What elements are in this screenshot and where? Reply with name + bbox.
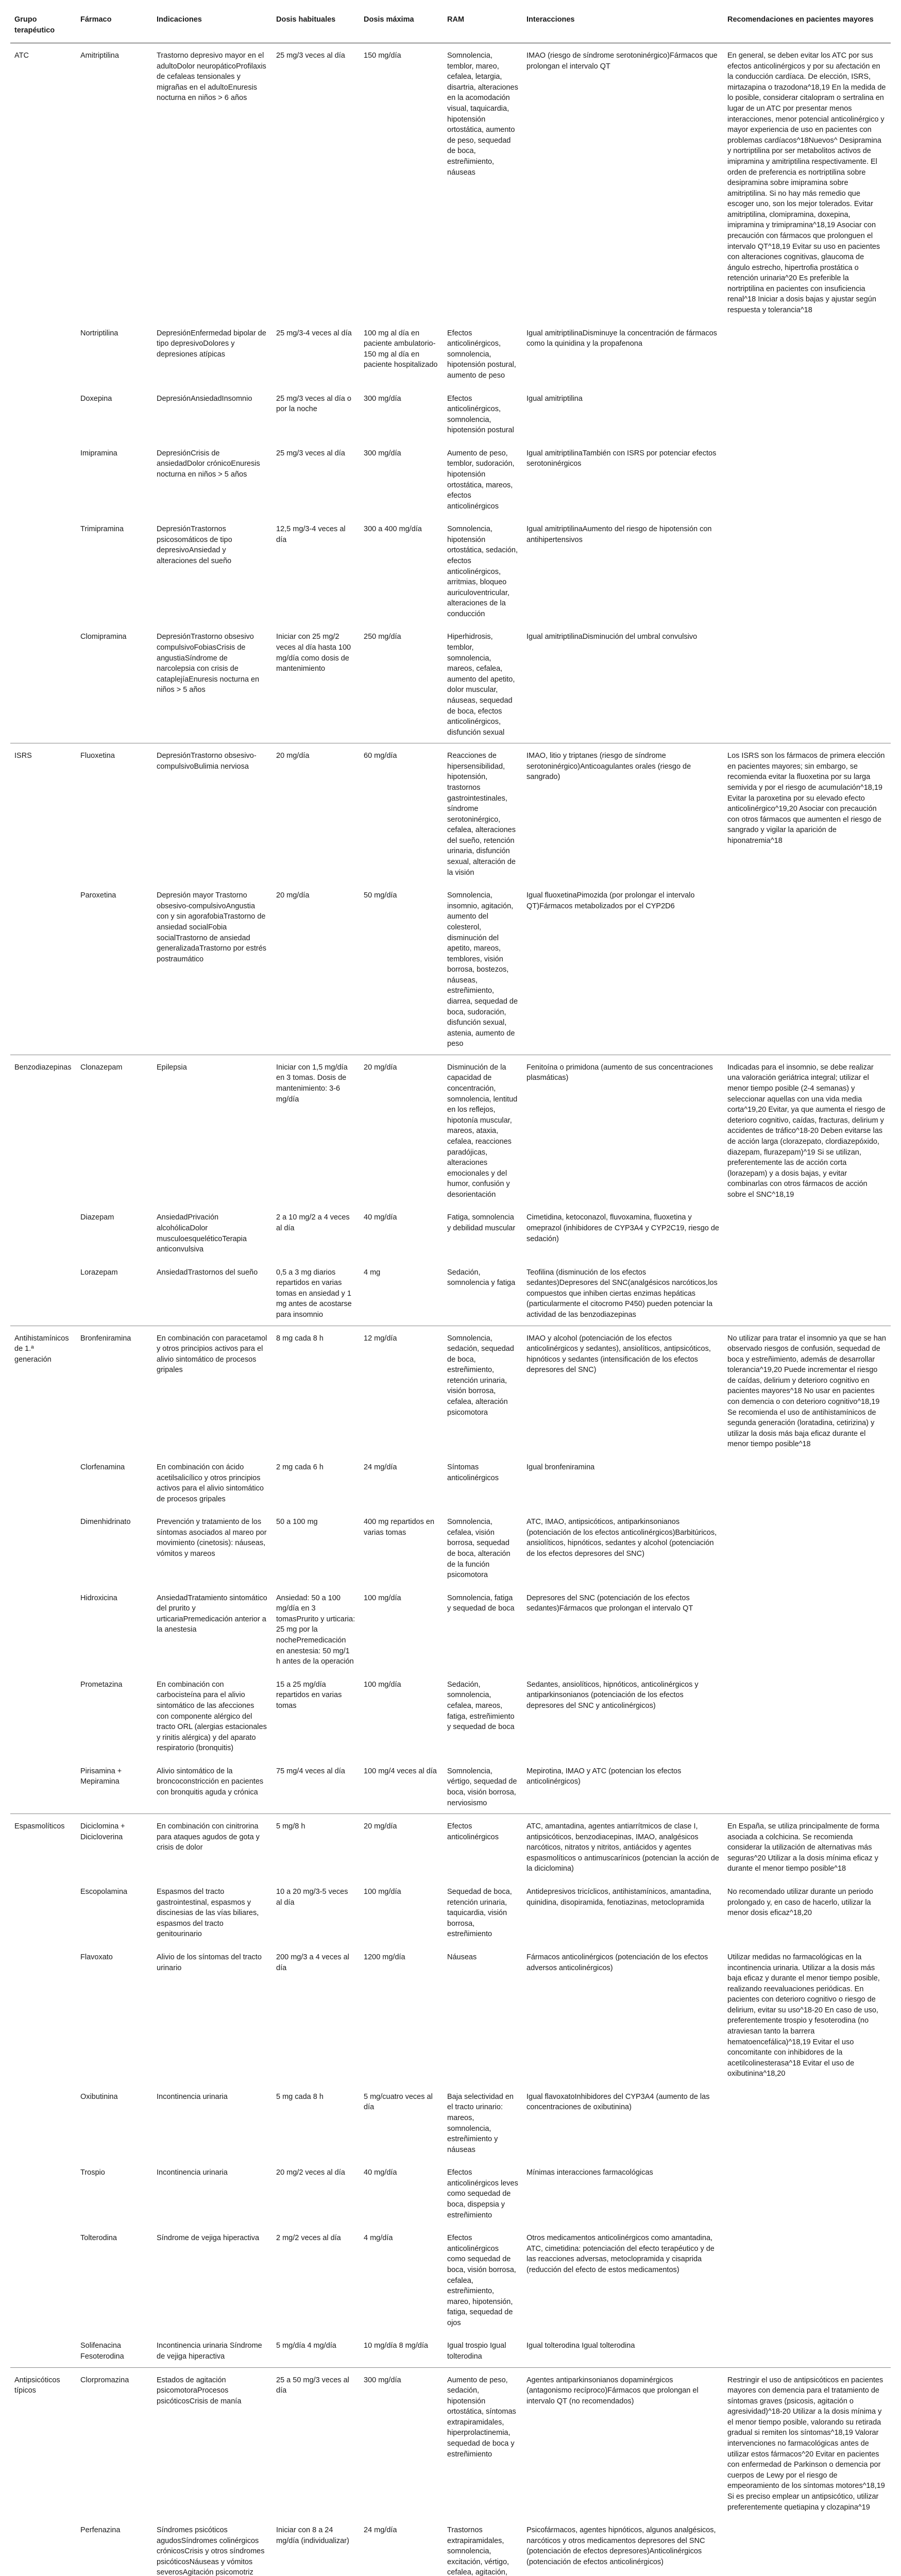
cell-indications: DepresiónAnsiedadInsomnio [157, 394, 252, 403]
cell-drug: Solifenacina Fesoterodina [80, 2342, 124, 2361]
cell-recommendations [723, 1510, 891, 1585]
cell-max-dose: 100 mg/día [364, 1680, 401, 1689]
cell-interactions: Mepirotina, IMAO y ATC (potencian los efectos anticolinérgicos) [526, 1767, 682, 1786]
cell-usual-dose: 0,5 a 3 mg diarios repartidos en varias tomas en ansiedad y 1 mg antes de acostarse para insomnio [276, 1268, 352, 1319]
cell-interactions: Igual amitriptilinaAumento del riesgo de hipotensión con antihipertensivos [526, 525, 712, 544]
cell-indications: AnsiedadTratamiento sintomático del prurito y urticariaPremedicación anterior a la anestesia [157, 1594, 267, 1634]
cell-recommendations: Los ISRS son los fármacos de primera elección en pacientes mayores; sin embargo, se recomienda evitar la fluoxetina por su larga semivida y por el riesgo de acumulación^18,19 Evitar la paroxetina por su elevado efecto anticolinérgico^19,20 Asociar con precaución con otros fármacos que aumenten el riesgo de sangrado y vigilar la aparición de hiponatremia^18 [723, 743, 891, 883]
cell-therapeutic-group: ATC [14, 52, 29, 60]
cell-usual-dose: 20 mg/día [276, 891, 310, 900]
table-row [10, 1586, 891, 1672]
cell-max-dose: 5 mg/cuatro veces al día [364, 2092, 433, 2112]
cell-indications: Alivio sintomático de la broncoconstricción en pacientes con bronquitis aguda y crónica [157, 1767, 264, 1797]
cell-therapeutic-group [10, 1879, 76, 1945]
cell-interactions: Igual amitriptilinaTambién con ISRS por potenciar efectos serotoninérgicos [526, 449, 717, 468]
cell-drug: Doxepina [80, 394, 112, 403]
cell-interactions: Igual bronfeniramina [526, 1463, 595, 1471]
cell-interactions: Igual tolterodina Igual tolterodina [526, 2342, 635, 2350]
cell-therapeutic-group [10, 2226, 76, 2333]
cell-recommendations [723, 441, 891, 517]
cell-interactions: ATC, IMAO, antipsicóticos, antiparkinsonianos (potenciación de los efectos anticolinérgicos)Barbitúricos, ansiolíticos, hipnóticos, sedantes y alcohol (potenciación de los efectos depresores del SNC) [526, 1518, 717, 1558]
cell-drug: Pirisamina + Mepiramina [80, 1767, 122, 1786]
cell-adverse-reactions: Somnolencia, cefalea, visión borrosa, sequedad de boca, alteración de la función psicomotora [447, 1518, 511, 1580]
cell-interactions: Teofilina (disminución de los efectos sedantes)Depresores del SNC(analgésicos narcóticos,los compuestos que inhiben ciertas enzimas hepáticas (particularmente el citocromo P450) pueden potenciar la actividad de las benzodiazepinas [526, 1268, 718, 1319]
cell-drug: Clomipramina [80, 633, 127, 641]
cell-indications: Alivio de los síntomas del tracto urinario [157, 1953, 262, 1972]
table-row [10, 1055, 891, 1205]
cell-drug: Trospio [80, 2168, 105, 2177]
cell-therapeutic-group [10, 441, 76, 517]
table-row [10, 1260, 891, 1326]
table-row [10, 1455, 891, 1510]
cell-therapeutic-group [10, 1759, 76, 1814]
cell-indications: DepresiónTrastorno obsesivo compulsivoFobiasCrisis de angustiaSíndrome de narcolepsia con crisis de cataplejíaEnuresis nocturna en niños > 5 años [157, 633, 260, 694]
cell-adverse-reactions: Efectos anticolinérgicos, somnolencia, hipotensión postural, aumento de peso [447, 329, 516, 380]
table-row [10, 321, 891, 386]
cell-therapeutic-group: Antihistamínicos de 1.ª generación [10, 1326, 76, 1455]
cell-therapeutic-group [10, 1205, 76, 1260]
cell-usual-dose: Iniciar con 25 mg/2 veces al día hasta 100 mg/día como dosis de mantenimiento [276, 633, 351, 673]
cell-drug: Diciclomina + Dicicloverina [76, 1814, 152, 1879]
cell-adverse-reactions: Sedación, somnolencia y fatiga [447, 1268, 516, 1287]
cell-max-dose: 150 mg/día [364, 52, 401, 60]
table-row [10, 43, 891, 321]
cell-recommendations [723, 2518, 891, 2576]
cell-max-dose: 10 mg/día 8 mg/día [364, 2342, 428, 2350]
table-row [10, 2518, 891, 2576]
cell-interactions: Antidepresivos tricíclicos, antihistamínicos, amantadina, quinidina, disopiramida, fenotiazinas, metoclopramida [526, 1888, 711, 1907]
cell-max-dose: 100 mg/día [364, 1888, 401, 1896]
cell-therapeutic-group [10, 2160, 76, 2226]
cell-adverse-reactions: Hiperhidrosis, temblor, somnolencia, mareos, cefalea, aumento del apetito, dolor muscular, náuseas, sequedad de boca, efectos anticolinérgicos, disfunción sexual [447, 633, 515, 737]
cell-therapeutic-group [10, 2518, 76, 2576]
table-row [10, 1945, 891, 2084]
cell-recommendations: No recomendado utilizar durante un periodo prolongado y, en caso de hacerlo, utilizar la menor dosis eficaz^18,20 [727, 1888, 873, 1918]
cell-max-dose: 20 mg/día [360, 1055, 443, 1205]
cell-therapeutic-group [10, 517, 76, 624]
cell-indications: DepresiónTrastornos psicosomáticos de tipo depresivoAnsiedad y alteraciones del sueño [157, 525, 232, 566]
cell-usual-dose: 10 a 20 mg/3-5 veces al día [276, 1888, 348, 1907]
cell-recommendations: Utilizar medidas no farmacológicas en la incontinencia urinaria. Utilizar a la dosis más baja eficaz y durante el menor tiempo posible, realizando reevaluaciones periódicas. En pacientes con deterioro cognitivo o riesgo de delirium, evitar su uso^18-20 En caso de uso, preferentemente trospio y fesoterodina (no atraviesan tanto la barrera hematoencefálica)^18,19 Evitar el uso concomitante con inhibidores de la acetilcolinesterasa^18 Evitar el uso de oxibutinina^18,20 [727, 1953, 880, 2078]
table-row [10, 1879, 891, 1945]
cell-usual-dose: 5 mg cada 8 h [276, 2092, 324, 2101]
cell-indications: Espasmos del tracto gastrointestinal, espasmos y discinesias de las vías biliares, espasmos del tracto genitourinario [157, 1888, 259, 1939]
cell-adverse-reactions: Somnolencia, fatiga y sequedad de boca [447, 1594, 515, 1613]
cell-recommendations: En España, se utiliza principalmente de forma asociada a colchicina. Se recomienda considerar la utilización de alternativas más seguras^20 Utilizar a la dosis mínima eficaz y durante el menor tiempo posible^18 [723, 1814, 891, 1879]
cell-adverse-reactions: Sedación, somnolencia, cefalea, mareos, fatiga, estreñimiento y sequedad de boca [447, 1680, 515, 1732]
cell-usual-dose: 2 a 10 mg/2 a 4 veces al día [276, 1213, 350, 1232]
header-adverse-reactions: RAM [443, 9, 522, 43]
cell-max-dose: 300 mg/día [364, 394, 401, 403]
cell-adverse-reactions: Efectos anticolinérgicos como sequedad de boca, visión borrosa, cefalea, estreñimiento, mareo, hipotensión, fatiga, sequedad de ojos [447, 2234, 516, 2327]
cell-drug: Lorazepam [80, 1268, 118, 1277]
cell-max-dose: 300 mg/día [364, 449, 401, 457]
cell-usual-dose: 20 mg/2 veces al día [276, 2168, 345, 2177]
cell-max-dose: 100 mg al día en paciente ambulatorio-150 mg al día en paciente hospitalizado [364, 329, 438, 369]
header-indications: Indicaciones [152, 9, 272, 43]
table-row [10, 2160, 891, 2226]
cell-usual-dose: 50 a 100 mg [276, 1518, 318, 1527]
cell-drug: Escopolamina [80, 1888, 128, 1896]
table-row [10, 624, 891, 743]
cell-usual-dose: 15 a 25 mg/día repartidos en varias tomas [276, 1680, 342, 1710]
cell-recommendations: Restringir el uso de antipsicóticos en pacientes mayores con demencia para el tratamiento de síntomas graves (psicosis, agitación o agresividad)^18-20 Utilizar a la dosis mínima y el menor tiempo posible, valorando su retirada gradual si remiten los síntomas^18,19 Valorar intervenciones no farmacológicas antes de utilizar estos fármacos^20 Evitar en pacientes con enfermedad de Parkinson o demencia por cuerpos de Lewy por el riesgo de empeoramiento de los síntomas motores^18,19 Si es preciso emplear un antipsicótico, utilizar preferentemente quetiapina y clozapina^19 [723, 2367, 891, 2518]
cell-indications: Estados de agitación psicomotoraProcesos psicóticosCrisis de manía [152, 2367, 272, 2518]
cell-max-dose: 20 mg/día [360, 1814, 443, 1879]
cell-indications: Síndromes psicóticos agudosSíndromes colinérgicos crónicosCrisis y otros síndromes psicóticosNáuseas y vómitos severosAgitación psicomotriz [157, 2526, 265, 2576]
cell-interactions: Fenitoína o primidona (aumento de sus concentraciones plasmáticas) [522, 1055, 723, 1205]
cell-interactions: Igual amitriptilina [526, 394, 583, 403]
table-row [10, 441, 891, 517]
table-row [10, 1205, 891, 1260]
cell-max-dose: 1200 mg/día [364, 1953, 405, 1961]
cell-adverse-reactions: Efectos anticolinérgicos, somnolencia, hipotensión postural [447, 394, 514, 435]
cell-indications: Epilepsia [152, 1055, 272, 1205]
document-page [10, 0, 891, 2576]
cell-indications: En combinación con paracetamol y otros principios activos para el alivio sintomático de procesos gripales [152, 1326, 272, 1455]
cell-drug: Oxibutinina [80, 2092, 118, 2101]
cell-max-dose: 300 mg/día [360, 2367, 443, 2518]
cell-recommendations [723, 624, 891, 743]
drug-table [10, 9, 891, 2576]
cell-recommendations [723, 1205, 891, 1260]
header-max-dose: Dosis máxima [360, 9, 443, 43]
cell-adverse-reactions: Baja selectividad en el tracto urinario: mareos, somnolencia, estreñimiento y náuseas [447, 2092, 514, 2154]
cell-max-dose: 24 mg/día [364, 1463, 397, 1471]
cell-adverse-reactions: Disminución de la capacidad de concentración, somnolencia, lentitud en los reflejos, hipotonía muscular, mareos, ataxia, cefalea, reacciones paradójicas, alteraciones emocionales y del humor, confusión y desorientación [443, 1055, 522, 1205]
cell-max-dose: 4 mg [364, 1268, 381, 1277]
cell-indications: DepresiónCrisis de ansiedadDolor crónicoEnuresis nocturna en niños > 5 años [157, 449, 260, 479]
cell-drug: Tolterodina [80, 2234, 117, 2243]
cell-usual-dose: 2 mg cada 6 h [276, 1463, 324, 1471]
table-row [10, 2084, 891, 2160]
table-row [10, 1759, 891, 1814]
cell-usual-dose: Iniciar con 8 a 24 mg/día (individualizar) [276, 2526, 349, 2545]
cell-max-dose: 40 mg/día [364, 2168, 397, 2177]
cell-therapeutic-group [10, 1510, 76, 1585]
cell-drug: Trimipramina [80, 525, 124, 534]
cell-interactions: Otros medicamentos anticolinérgicos como amantadina, ATC, cimetidina: potenciación del efecto terapéutico y de las reacciones adversas, metoclopramida y cisaprida (reducción del efecto de estos medicamentos) [526, 2234, 715, 2274]
cell-interactions: Cimetidina, ketoconazol, fluvoxamina, fluoxetina y omeprazol (inhibidores de CYP3A4 y CYP2C19, riesgo de sedación) [526, 1213, 719, 1243]
cell-indications: DepresiónEnfermedad bipolar de tipo depresivoDolores y depresiones atípicas [157, 329, 266, 359]
cell-usual-dose: 25 mg/3 veces al día [276, 449, 345, 457]
cell-therapeutic-group [10, 883, 76, 1055]
cell-therapeutic-group [10, 1945, 76, 2084]
cell-indications: Incontinencia urinaria [157, 2092, 228, 2101]
cell-indications: Incontinencia urinaria Síndrome de vejiga hiperactiva [157, 2342, 262, 2361]
cell-recommendations [723, 2333, 891, 2367]
cell-interactions: Psicofármacos, agentes hipnóticos, algunos analgésicos, narcóticos y otros medicamentos depresores del SNC (potenciación de efectos depresores)Anticolinérgicos (potenciación de efectos anticolinérgicos) [526, 2526, 716, 2566]
cell-drug: Imipramina [80, 449, 117, 457]
header-usual-dose: Dosis habituales [272, 9, 360, 43]
header-drug: Fármaco [76, 9, 152, 43]
cell-max-dose: 24 mg/día [364, 2526, 397, 2535]
cell-indications: Depresión mayor Trastorno obsesivo-compulsivoAngustia con y sin agorafobiaTrastorno de ansiedad socialFobia socialTrastorno de ansiedad generalizadaTrastorno por estrés postraumático [157, 891, 267, 963]
table-row [10, 2333, 891, 2367]
table-row [10, 517, 891, 624]
cell-max-dose: 400 mg repartidos en varias tomas [364, 1518, 435, 1537]
table-row [10, 743, 891, 883]
header-recommendations: Recomendaciones en pacientes mayores [723, 9, 891, 43]
cell-adverse-reactions: Aumento de peso, temblor, sudoración, hipotensión ortostática, mareos, efectos anticolinérgicos [447, 449, 515, 511]
cell-usual-dose: 200 mg/3 a 4 veces al día [276, 1953, 349, 1972]
table-row [10, 1814, 891, 1879]
cell-adverse-reactions: Aumento de peso, sedación, hipotensión ortostática, síntomas extrapiramidales, hiperprolactinemia, sequedad de boca y estreñimiento [443, 2367, 522, 2518]
table-row [10, 386, 891, 441]
cell-adverse-reactions: Náuseas [447, 1953, 477, 1961]
cell-therapeutic-group [10, 1260, 76, 1326]
cell-adverse-reactions: Igual trospio Igual tolterodina [447, 2342, 506, 2361]
cell-usual-dose: 20 mg/día [272, 743, 360, 883]
cell-adverse-reactions: Somnolencia, temblor, mareo, cefalea, letargia, disartria, alteraciones en la acomodación visual, taquicardia, hipotensión ortostática, aumento de peso, sequedad de boca, estreñimiento, náuseas [447, 52, 518, 177]
cell-adverse-reactions: Efectos anticolinérgicos leves como sequedad de boca, dispepsia y estreñimiento [447, 2168, 518, 2219]
cell-interactions: Mínimas interacciones farmacológicas [526, 2168, 653, 2177]
cell-recommendations [723, 2160, 891, 2226]
cell-max-dose: 4 mg/día [364, 2234, 393, 2243]
cell-recommendations [723, 1759, 891, 1814]
cell-recommendations [723, 1455, 891, 1510]
cell-recommendations [723, 1260, 891, 1326]
cell-interactions: Agentes antiparkinsonianos dopaminérgicos (antagonismo recíproco)Fármacos que prolongan el intervalo QT (no recomendados) [522, 2367, 723, 2518]
cell-therapeutic-group [10, 2333, 76, 2367]
cell-drug: Diazepam [80, 1213, 114, 1222]
table-row [10, 1672, 891, 1759]
cell-interactions: IMAO (riesgo de síndrome serotoninérgico)Fármacos que prolongan el intervalo QT [526, 52, 718, 71]
cell-recommendations [723, 1672, 891, 1759]
cell-therapeutic-group [10, 1672, 76, 1759]
cell-max-dose: 50 mg/día [364, 891, 397, 900]
cell-drug: Perfenazina [80, 2526, 121, 2535]
header-interactions: Interacciones [522, 9, 723, 43]
cell-interactions: ATC, amantadina, agentes antiarrítmicos de clase I, antipsicóticos, benzodiacepinas, IMAO, analgésicos narcóticos, nitratos y nitritos, antiácidos y agentes espasmolíticos o antimuscarínicos (potencian la acción de la diciclomina) [522, 1814, 723, 1879]
cell-therapeutic-group [10, 624, 76, 743]
cell-drug: Prometazina [80, 1680, 123, 1689]
cell-indications: Trastorno depresivo mayor en el adultoDolor neuropáticoProfilaxis de cefaleas tensionales y migrañas en el adultoEnuresis nocturna en niños > 6 años [157, 52, 266, 103]
cell-interactions: Fármacos anticolinérgicos (potenciación de los efectos adversos anticolinérgicos) [526, 1953, 708, 1972]
cell-indications: AnsiedadPrivación alcohólicaDolor musculoesqueléticoTerapia anticonvulsiva [157, 1213, 247, 1254]
table-body [10, 43, 891, 2576]
cell-adverse-reactions: Somnolencia, sedación, sequedad de boca, estreñimiento, retención urinaria, visión borrosa, cefalea, alteración psicomotora [443, 1326, 522, 1455]
table-row [10, 2226, 891, 2333]
cell-drug: Bronfeniramina [76, 1326, 152, 1455]
cell-adverse-reactions: Efectos anticolinérgicos [443, 1814, 522, 1879]
cell-recommendations [723, 517, 891, 624]
cell-indications: AnsiedadTrastornos del sueño [157, 1268, 258, 1277]
cell-therapeutic-group [10, 2084, 76, 2160]
cell-usual-dose: 2 mg/2 veces al día [276, 2234, 341, 2243]
table-row [10, 2367, 891, 2518]
table-row [10, 1510, 891, 1585]
cell-drug: Fluoxetina [76, 743, 152, 883]
cell-recommendations: No utilizar para tratar el insomnio ya que se han observado riesgos de confusión, sequedad de boca y estreñimiento, además de desarrollar tolerancia^19,20 Puede incrementar el riesgo de caídas, delirium y deterioro cognitivo en pacientes mayores^18 No usar en pacientes con demencia o con deterioro cognitivo^18,19 Se recomienda el uso de antihistamínicos de segunda generación (loratadina, cetirizina) y utilizar la dosis más baja eficaz durante el menor tiempo posible^18 [723, 1326, 891, 1455]
cell-interactions: Igual fluoxetinaPimozida (por prolongar el intervalo QT)Fármacos metabolizados por el CYP2D6 [526, 891, 695, 910]
cell-usual-dose: 75 mg/4 veces al día [276, 1767, 345, 1775]
cell-drug: Nortriptilina [80, 329, 118, 337]
cell-max-dose: 40 mg/día [364, 1213, 397, 1222]
cell-indications: Prevención y tratamiento de los síntomas asociados al mareo por movimiento (cinetosis): náuseas, vómitos y mareos [157, 1518, 267, 1558]
cell-max-dose: 100 mg/4 veces al día [364, 1767, 437, 1775]
cell-adverse-reactions: Fatiga, somnolencia y debilidad muscular [447, 1213, 516, 1232]
table-row [10, 1326, 891, 1455]
cell-recommendations [723, 386, 891, 441]
cell-drug: Flavoxato [80, 1953, 113, 1961]
cell-recommendations [723, 2226, 891, 2333]
cell-max-dose: 100 mg/día [364, 1594, 401, 1602]
cell-drug: Clorpromazina [76, 2367, 152, 2518]
cell-indications: En combinación con cinitrorina para ataques agudos de gota y crisis de dolor [152, 1814, 272, 1879]
cell-therapeutic-group [10, 321, 76, 386]
cell-interactions: Igual amitriptilinaDisminución del umbral convulsivo [526, 633, 698, 641]
cell-usual-dose: Iniciar con 1,5 mg/día en 3 tomas. Dosis de mantenimiento: 3-6 mg/día [272, 1055, 360, 1205]
cell-drug: Clorfenamina [80, 1463, 125, 1471]
cell-interactions: Igual amitriptilinaDisminuye la concentración de fármacos como la quinidina y la propafenona [526, 329, 717, 348]
cell-therapeutic-group: Benzodiazepinas [10, 1055, 76, 1205]
cell-usual-dose: 5 mg/8 h [272, 1814, 360, 1879]
cell-adverse-reactions: Somnolencia, insomnio, agitación, aumento del colesterol, disminución del apetito, mareos, temblores, visión borrosa, bostezos, náuseas, estreñimiento, diarrea, sequedad de boca, sudoración, disfunción sexual, astenia, aumento de peso [447, 891, 518, 1048]
cell-usual-dose: 12,5 mg/3-4 veces al día [276, 525, 346, 544]
cell-indications: Síndrome de vejiga hiperactiva [157, 2234, 260, 2243]
cell-indications: Incontinencia urinaria [157, 2168, 228, 2177]
cell-recommendations: En general, se deben evitar los ATC por sus efectos anticolinérgicos y por su afectación en la conducción cardíaca. De elección, ISRS, mirtazapina o trazodona^18,19 En la medida de lo posible, considerar citalopram o sertralina en lugar de un ATC por presentar menos interacciones, menor potencial anticolinérgico y mayor experiencia de uso en pacientes con problemas cardíacos^18Nuevos^ Desipramina y nortriptilina por ser metabolitos activos de imipramina y amitriptilina respectivamente. El orden de preferencia es nortriptilina sobre desipramina sobre imipramina sobre amitriptilina. Si no hay más remedio que escoger uno, son los mejor tolerados. Evitar amitriptilina, clomipramina, doxepina, imipramina y trimipramina^18,19 Asociar con precaución con fármacos que prolonguen el intervalo QT^18,19 Evitar su uso en pacientes con alteraciones cognitivas, glaucoma de ángulo estrecho, hipertrofia prostática o retención urinaria^20 Es preferible la nortriptilina en pacientes con insuficiencia renal^18 Iniciar a dosis bajas y ajustar según respuesta y tolerancia^18 [727, 52, 886, 315]
cell-usual-dose: 25 a 50 mg/3 veces al día [272, 2367, 360, 2518]
cell-therapeutic-group: ISRS [10, 743, 76, 883]
cell-adverse-reactions: Somnolencia, hipotensión ortostática, sedación, efectos anticolinérgicos, arritmias, bloqueo auriculoventricular, alteraciones de la conducción [447, 525, 518, 618]
cell-therapeutic-group: Antipsicóticos típicos [10, 2367, 76, 2518]
cell-interactions: Sedantes, ansiolíticos, hipnóticos, anticolinérgicos y antiparkinsonianos (potenciación de los efectos depresores del SNC y anticolinérgicos) [526, 1680, 699, 1710]
cell-usual-dose: 5 mg/día 4 mg/día [276, 2342, 336, 2350]
cell-adverse-reactions: Reacciones de hipersensibilidad, hipotensión, trastornos gastrointestinales, síndrome serotoninérgico, cefalea, alteraciones del sueño, retención urinaria, disfunción sexual, alteración de la visión [443, 743, 522, 883]
cell-usual-dose: 25 mg/3-4 veces al día [276, 329, 352, 337]
header-group: Grupo terapéutico [10, 9, 76, 43]
cell-adverse-reactions: Sequedad de boca, retención urinaria, taquicardia, visión borrosa, estreñimiento [447, 1888, 512, 1939]
cell-drug: Hidroxicina [80, 1594, 117, 1602]
cell-drug: Amitriptilina [80, 52, 119, 60]
cell-drug: Paroxetina [80, 891, 116, 900]
cell-usual-dose: Ansiedad: 50 a 100 mg/día en 3 tomasPrurito y urticaria: 25 mg por la nochePremedicación en anestesia: 50 mg/1 h antes de la operación [276, 1594, 355, 1666]
cell-recommendations: Indicadas para el insomnio, se debe realizar una valoración geriátrica integral; utilizar el menor tiempo posible (2-4 semanas) y seleccionar aquellas con una vida media corta^19,20 Evitar, ya que aumenta el riesgo de deterioro cognitivo, caídas, fracturas, delirium y accidentes de tráfico^18-20 Deben evitarse las de acción larga (clorazepato, clordiazepóxido, diazepam, flurazepam)^19 Si se utilizan, preferentemente las de acción corta (lorazepam) y a dosis bajas, y evitar combinarlas con otros fármacos de acción sobre el SNC^18,19 [723, 1055, 891, 1205]
cell-recommendations [723, 1586, 891, 1672]
cell-max-dose: 60 mg/día [360, 743, 443, 883]
cell-interactions: Depresores del SNC (potenciación de los efectos sedantes)Fármacos que prolongan el intervalo QT [526, 1594, 693, 1613]
table-row [10, 883, 891, 1055]
cell-recommendations [723, 2084, 891, 2160]
cell-usual-dose: 8 mg cada 8 h [272, 1326, 360, 1455]
cell-interactions: Igual flavoxatoInhibidores del CYP3A4 (aumento de las concentraciones de oxibutinina) [526, 2092, 710, 2112]
cell-therapeutic-group: Espasmolíticos [10, 1814, 76, 1879]
cell-therapeutic-group [10, 1586, 76, 1672]
cell-therapeutic-group [10, 1455, 76, 1510]
cell-max-dose: 300 a 400 mg/día [364, 525, 422, 534]
cell-indications: En combinación con ácido acetilsalicílico y otros principios activos para el alivio sintomático de procesos gripales [157, 1463, 264, 1503]
cell-interactions: IMAO, litio y triptanes (riesgo de síndrome serotoninérgico)Anticoagulantes orales (riesgo de sangrado) [522, 743, 723, 883]
cell-adverse-reactions: Somnolencia, vértigo, sequedad de boca, visión borrosa, nerviosismo [447, 1767, 517, 1807]
cell-interactions: IMAO y alcohol (potenciación de los efectos anticolinérgicos y sedantes), ansiolíticos, antipsicóticos, hipnóticos y sedantes (intensificación de los efectos depresores del SNC) [522, 1326, 723, 1455]
table-header-row [10, 9, 891, 43]
cell-drug: Clonazepam [76, 1055, 152, 1205]
cell-recommendations [723, 321, 891, 386]
cell-therapeutic-group [10, 386, 76, 441]
cell-max-dose: 12 mg/día [360, 1326, 443, 1455]
cell-usual-dose: 25 mg/3 veces al día [276, 52, 345, 60]
cell-usual-dose: 25 mg/3 veces al día o por la noche [276, 394, 351, 414]
cell-adverse-reactions: Trastornos extrapiramidales, somnolencia, excitación, vértigo, cefalea, agitación, [447, 2526, 509, 2576]
cell-recommendations [723, 883, 891, 1055]
cell-indications: DepresiónTrastorno obsesivo-compulsivoBulimia nerviosa [152, 743, 272, 883]
cell-indications: En combinación con carbocisteína para el alivio sintomático de las afecciones con componente alérgico del tracto ORL (alergias estacionales y rinitis alérgica) y del aparato respiratorio (bronquitis) [157, 1680, 267, 1753]
cell-max-dose: 250 mg/día [364, 633, 401, 641]
cell-drug: Dimenhidrinato [80, 1518, 131, 1527]
cell-adverse-reactions: Síntomas anticolinérgicos [447, 1463, 499, 1482]
